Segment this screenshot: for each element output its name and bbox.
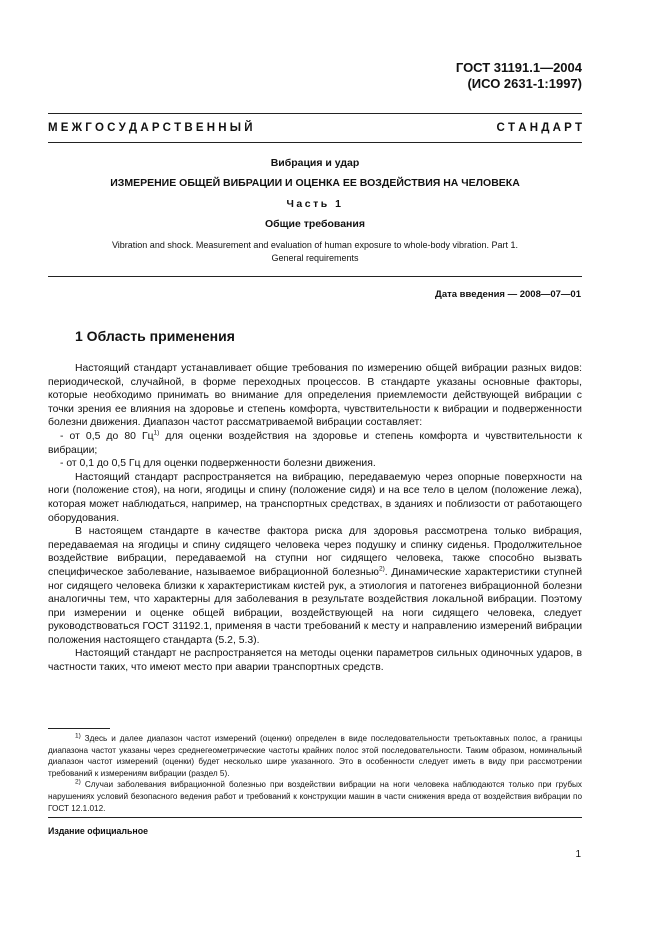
footnotes bbox=[48, 733, 582, 814]
standard-type-banner bbox=[48, 122, 582, 134]
footnote-ref-1: 1) bbox=[153, 429, 160, 437]
footnote-1-mark: 1) bbox=[75, 732, 81, 740]
title-part: Часть 1 bbox=[286, 198, 344, 210]
list-item-1-text: - от 0,5 до 80 Гц bbox=[60, 430, 154, 442]
standard-designation bbox=[456, 60, 582, 92]
paragraph-3-tail: . Динамические характеристики ступней ног сидящего человека близки к характеристикам кистей рук, а этиология и патогенез вибрационной болезни аналогичны тем, что характерны для заболевания в результате воздействия локальной вибрации. Поэтому при измерении и оценке общей вибрации, воздействующей на ноги сидящего человека, следует руководствоваться ГОСТ 31192.1, применяя в части требований к месту и направлению измерений вибрации положения настоящего стандарта (5.2, 5.3). bbox=[48, 566, 583, 646]
list-item-1 bbox=[48, 430, 582, 457]
banner-word-standard: С Т А Н Д А Р Т bbox=[496, 122, 582, 134]
footnote-2-text: Случаи заболевания вибрационной болезнью при воздействии вибрации на ноги человека наблюдаются только при грубых нарушениях условий безопасного ведения работ и требований к конструкции машин в части снижения вреда от воздействия вибрации по ГОСТ 12.1.012. bbox=[48, 780, 582, 813]
paragraph-3 bbox=[48, 525, 582, 647]
banner-bottom-rule bbox=[48, 142, 582, 143]
banner-word-interstate: М Е Ж Г О С У Д А Р С Т В Е Н Н Ы Й bbox=[48, 122, 253, 134]
footnote-1 bbox=[48, 733, 582, 779]
footnote-2 bbox=[48, 779, 582, 814]
gost-number: ГОСТ 31191.1—2004 bbox=[455, 60, 582, 75]
footer-rule bbox=[48, 817, 582, 818]
section-body bbox=[48, 362, 582, 675]
section-heading: 1 Область применения bbox=[75, 328, 235, 344]
footnote-ref-2: 2) bbox=[378, 565, 385, 573]
footnote-separator bbox=[48, 728, 110, 729]
footnote-1-text: Здесь и далее диапазон частот измерений (оценки) определен в виде последовательности третьоктавных полос, а границы диапазона частот указаны через среднегеометрические частоты крайних полос этой последовательности. Таким образом, номинальный диапазон частот измерений (оценки) будет несколько шире указанного. Это в особенности следует иметь в виду при рассмотрении требований к измерениям вибрации (раздел 5). bbox=[48, 734, 582, 778]
page-number: 1 bbox=[575, 849, 581, 860]
title-bottom-rule bbox=[48, 276, 582, 277]
official-edition-label: Издание официальное bbox=[48, 826, 148, 836]
paragraph-4: Настоящий стандарт не распространяется на методы оценки параметров сильных одиночных ударов, в частности таких, что имеют место при аварии транспортных средств. bbox=[48, 648, 582, 674]
title-topic: Вибрация и удар bbox=[270, 157, 360, 169]
list-item-1-tail: для оценки воздействия на здоровье и степень комфорта и чувствительности к вибрации; bbox=[48, 430, 582, 456]
iso-number: (ИСО 2631-1:1997) bbox=[467, 76, 582, 91]
top-rule bbox=[48, 113, 582, 114]
title-main: ИЗМЕРЕНИЕ ОБЩЕЙ ВИБРАЦИИ И ОЦЕНКА ЕЕ ВОЗДЕЙСТВИЯ НА ЧЕЛОВЕКА bbox=[110, 177, 520, 189]
footnote-2-mark: 2) bbox=[75, 778, 81, 786]
introduction-date: Дата введения — 2008—07—01 bbox=[435, 289, 581, 300]
english-title-line-1: Vibration and shock. Measurement and evaluation of human exposure to whole-body vibration. Part 1. bbox=[111, 240, 519, 250]
english-title-line-2: General requirements bbox=[271, 253, 359, 263]
title-subtitle: Общие требования bbox=[265, 218, 365, 230]
english-title bbox=[48, 239, 582, 265]
list-item-2: - от 0,1 до 0,5 Гц для оценки подверженности болезни движения. bbox=[60, 458, 376, 470]
paragraph-1: Настоящий стандарт устанавливает общие требования по измерению общей вибрации разных видов: периодической, случайной, в форме переходных процессов. В стандарте указаны основные факторы, которые необходимо принимать во внимание для определения приемлемости действующей вибрации с точки зрения ее влияния на здоровье и степень комфорта, чувствительности к вибрации и подверженности болезни движения. Диапазон частот рассматриваемой вибрации составляет: bbox=[48, 363, 582, 429]
paragraph-3-text: В настоящем стандарте в качестве фактора риска для здоровья рассмотрена только вибрация, передаваемая на ягодицы и спину сидящего человека через подушку и спинку сиденья. Продолжительное воздействие вибрации, передаваемой на ступни ног сидящего человека, также способно вызвать специфическое заболевание, называемое вибрационной болезнью bbox=[48, 526, 582, 578]
paragraph-2: Настоящий стандарт распространяется на вибрацию, передаваемую через опорные поверхности на ноги (положение стоя), на ноги, ягодицы и спину (положение сидя) и на все тело в целом (положение лежа), которая может наблюдаться, например, на транспортных средствах, в зданиях и поблизости от работающего оборудования. bbox=[48, 471, 582, 524]
